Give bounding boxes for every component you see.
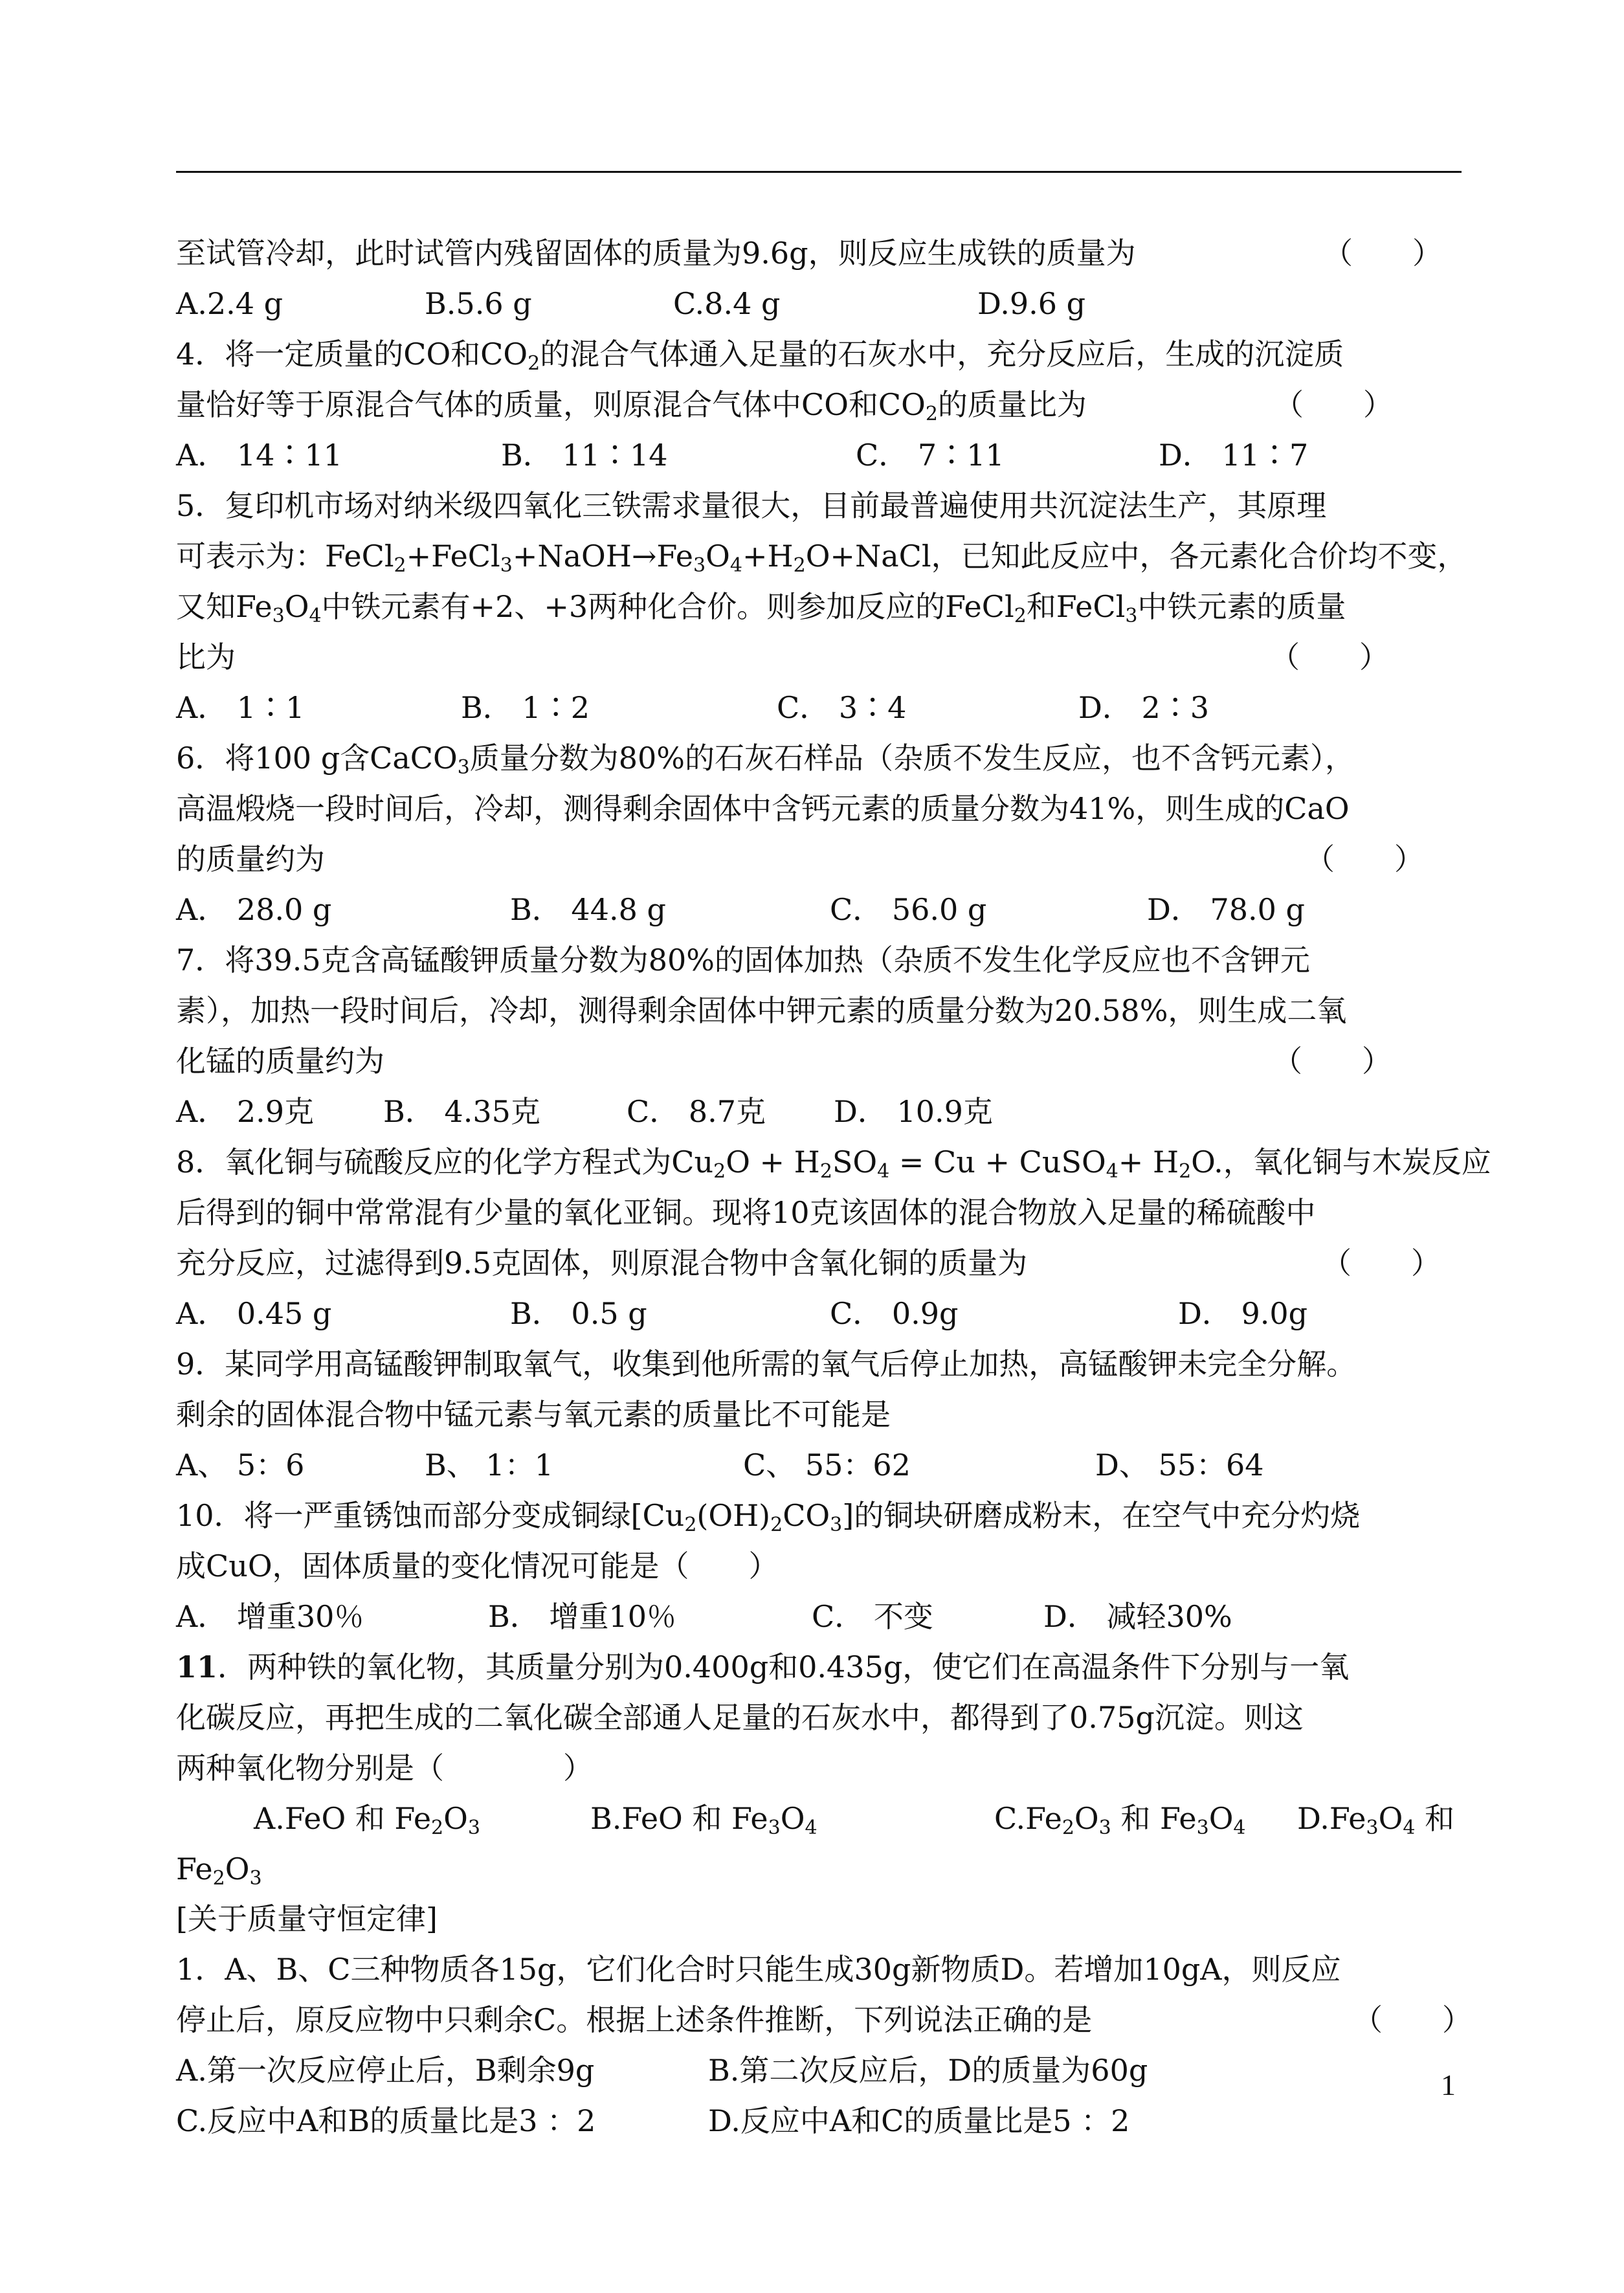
q4-text: 量恰好等于原混合气体的质量，则原混合气体中CO和CO bbox=[176, 387, 926, 422]
q6-text: 的质量约为 bbox=[176, 842, 325, 877]
subscript: 3 bbox=[1366, 1817, 1379, 1839]
q4-option-a: A． 14∶11 bbox=[176, 438, 342, 473]
s1-option-b: B.第二次反应后，D的质量为60g bbox=[708, 2053, 1148, 2088]
q7-answer-paren: （ ） bbox=[1273, 1044, 1392, 1079]
q9-text: 剩余的固体混合物中锰元素与氧元素的质量比不可能是 bbox=[176, 1397, 891, 1432]
subscript: 2 bbox=[684, 1514, 697, 1536]
section-heading bbox=[176, 1894, 1464, 1944]
subscript: 3 bbox=[467, 1817, 480, 1839]
subscript: 3 bbox=[1125, 605, 1138, 627]
q6-line-3 bbox=[176, 834, 1464, 884]
q8-option-b: B． 0.5 g bbox=[510, 1296, 647, 1331]
q4-text: 的混合气体通入足量的石灰水中，充分反应后，生成的沉淀质 bbox=[540, 337, 1344, 372]
q6-answer-paren: （ ） bbox=[1305, 842, 1424, 877]
q5-option-a: A． 1∶1 bbox=[176, 690, 305, 725]
subscript: 2 bbox=[793, 554, 806, 577]
q11-number: 11 bbox=[176, 1650, 218, 1684]
q10-line-1 bbox=[176, 1490, 1464, 1541]
q3-option-b: B.5.6 g bbox=[425, 286, 532, 321]
q6-text: 质量分数为80%的石灰石样品（杂质不发生反应，也不含钙元素）， bbox=[469, 741, 1355, 776]
s1-options-cd bbox=[176, 2096, 1464, 2146]
subscript: 4 bbox=[877, 1160, 890, 1183]
q7-options bbox=[176, 1086, 1464, 1137]
subscript: 3 bbox=[249, 1867, 262, 1890]
q11-text: 和 bbox=[1415, 1801, 1455, 1836]
q11-option-a bbox=[254, 1793, 480, 1844]
q11-line-1 bbox=[176, 1642, 1464, 1692]
q5-line-4 bbox=[176, 632, 1464, 682]
q4-option-c: C． 7∶11 bbox=[856, 438, 1005, 473]
q7-line-3 bbox=[176, 1036, 1464, 1086]
q3-stem-line bbox=[176, 228, 1464, 278]
q6-line-2 bbox=[176, 783, 1464, 834]
subscript: 4 bbox=[309, 605, 322, 627]
q5-option-b: B． 1∶2 bbox=[461, 690, 590, 725]
q11-line-2 bbox=[176, 1692, 1464, 1743]
q10-text: ]的铜块研磨成粉末，在空气中充分灼烧 bbox=[842, 1498, 1361, 1533]
q6-option-c: C． 56.0 g bbox=[830, 892, 987, 927]
q8-answer-paren: （ ） bbox=[1322, 1246, 1441, 1281]
s1-option-d: D.反应中A和C的质量比是5 ：2 bbox=[708, 2103, 1130, 2138]
q7-option-c: C． 8.7克 bbox=[627, 1094, 766, 1129]
q11-text: C.Fe bbox=[994, 1801, 1062, 1836]
subscript: 2 bbox=[394, 554, 406, 577]
q8-text: O.，氧化铜与木炭反应 bbox=[1191, 1145, 1491, 1180]
subscript: 2 bbox=[431, 1817, 444, 1839]
s1-text: 停止后，原反应物中只剩余C。根据上述条件推断，下列说法正确的是 bbox=[176, 2002, 1093, 2037]
q10-line-2 bbox=[176, 1541, 1464, 1591]
q7-option-d: D． 10.9克 bbox=[834, 1094, 993, 1129]
q8-line-2 bbox=[176, 1187, 1464, 1238]
q9-option-a: A、 5：6 bbox=[176, 1448, 305, 1482]
q11-text: O bbox=[1074, 1801, 1099, 1836]
q6-option-b: B． 44.8 g bbox=[510, 892, 666, 927]
q11-text: O bbox=[1208, 1801, 1234, 1836]
q11-text: A.FeO 和 Fe bbox=[254, 1801, 432, 1836]
q11-text: 两种氧化物分别是（ ） bbox=[176, 1751, 593, 1785]
q8-options bbox=[176, 1288, 1464, 1339]
q7-line-1 bbox=[176, 935, 1464, 985]
subscript: 4 bbox=[1106, 1160, 1118, 1183]
q6-options bbox=[176, 884, 1464, 935]
subscript: 2 bbox=[770, 1514, 783, 1536]
subscript: 3 bbox=[457, 756, 470, 779]
section-title: [关于质量守恒定律] bbox=[176, 1901, 438, 1936]
q6-text: 高温煅烧一段时间后，冷却，测得剩余固体中含钙元素的质量分数为41%，则生成的CaO bbox=[176, 791, 1350, 826]
q3-option-d: D.9.6 g bbox=[977, 286, 1086, 321]
q9-line-1 bbox=[176, 1339, 1464, 1389]
q8-option-a: A． 0.45 g bbox=[176, 1296, 332, 1331]
subscript: 3 bbox=[693, 554, 706, 577]
q5-text: O+NaCl，已知此反应中，各元素化合价均不变， bbox=[805, 539, 1467, 574]
subscript: 2 bbox=[713, 1160, 726, 1183]
q9-options bbox=[176, 1440, 1464, 1490]
q11-text: D.Fe bbox=[1297, 1801, 1366, 1836]
q4-line-1 bbox=[176, 329, 1464, 379]
q9-option-c: C、 55：62 bbox=[743, 1448, 911, 1482]
worksheet-page bbox=[176, 228, 1491, 2146]
q11-option-b bbox=[590, 1793, 818, 1844]
q5-text: 中铁元素的质量 bbox=[1137, 589, 1346, 624]
q7-line-2 bbox=[176, 985, 1464, 1036]
q5-option-d: D． 2∶3 bbox=[1078, 690, 1210, 725]
q5-text: 中铁元素有+2、+3两种化合价。则参加反应的FeCl bbox=[321, 589, 1014, 624]
q3-answer-paren: （ ） bbox=[1323, 236, 1442, 271]
subscript: 2 bbox=[1014, 605, 1027, 627]
q6-line-1 bbox=[176, 733, 1464, 783]
q5-line-2 bbox=[176, 531, 1467, 581]
s1-answer-paren: （ ） bbox=[1353, 2002, 1472, 2037]
q5-text: 和FeCl bbox=[1026, 589, 1126, 624]
q11-option-c bbox=[994, 1793, 1246, 1844]
subscript: 2 bbox=[212, 1867, 225, 1890]
q11-text: O bbox=[443, 1801, 468, 1836]
q4-line-2 bbox=[176, 379, 1464, 430]
q8-text: SO bbox=[832, 1145, 878, 1180]
subscript: 4 bbox=[1233, 1817, 1246, 1839]
q8-line-3 bbox=[176, 1238, 1464, 1288]
q10-text: 成CuO，固体质量的变化情况可能是（ ） bbox=[176, 1549, 779, 1583]
q3-stem-text: 至试管冷却，此时试管内残留固体的质量为9.6g，则反应生成铁的质量为 bbox=[176, 236, 1136, 271]
q11-option-wrap bbox=[176, 1844, 1464, 1894]
q3-option-a: A.2.4 g bbox=[176, 286, 284, 321]
q10-options bbox=[176, 1591, 1464, 1642]
subscript: 2 bbox=[1062, 1817, 1074, 1839]
q10-text: (OH) bbox=[696, 1498, 771, 1533]
q5-options bbox=[176, 682, 1464, 733]
s1-text: 1．A、B、C三种物质各15g，它们化合时只能生成30g新物质D。若增加10gA，则反应 bbox=[176, 1952, 1341, 1987]
q11-line-3 bbox=[176, 1743, 1464, 1793]
q4-option-d: D． 11∶7 bbox=[1159, 438, 1309, 473]
q6-text: 6．将100 g含CaCO bbox=[176, 741, 458, 776]
q11-text: ．两种铁的氧化物，其质量分别为0.400g和0.435g，使它们在高温条件下分别与一氧 bbox=[217, 1650, 1350, 1684]
q8-line-1 bbox=[176, 1137, 1491, 1187]
q5-text: O bbox=[284, 589, 309, 624]
subscript: 3 bbox=[1098, 1817, 1111, 1839]
subscript: 3 bbox=[272, 605, 285, 627]
s1-line-2 bbox=[176, 1995, 1472, 2045]
q8-text: = Cu + CuSO bbox=[889, 1145, 1106, 1180]
q5-text: 比为 bbox=[176, 640, 236, 675]
q7-option-b: B． 4.35克 bbox=[383, 1094, 540, 1129]
subscript: 4 bbox=[1403, 1817, 1416, 1839]
q7-option-a: A． 2.9克 bbox=[176, 1094, 314, 1129]
subscript: 3 bbox=[830, 1514, 843, 1536]
q4-option-b: B． 11∶14 bbox=[501, 438, 668, 473]
q5-text: +FeCl bbox=[406, 539, 500, 574]
q11-text: B.FeO 和 Fe bbox=[590, 1801, 768, 1836]
s1-line-1 bbox=[176, 1944, 1464, 1995]
q6-option-a: A． 28.0 g bbox=[176, 892, 332, 927]
q4-options bbox=[176, 430, 1464, 480]
q4-text: 的质量比为 bbox=[937, 387, 1087, 422]
subscript: 2 bbox=[925, 403, 938, 425]
subscript: 2 bbox=[528, 352, 540, 375]
q10-text: 10．将一严重锈蚀而部分变成铜绿[Cu bbox=[176, 1498, 685, 1533]
q5-option-c: C． 3∶4 bbox=[777, 690, 907, 725]
q8-option-d: D． 9.0g bbox=[1178, 1296, 1308, 1331]
subscript: 3 bbox=[500, 554, 513, 577]
q10-option-a: A． 增重30％ bbox=[176, 1599, 364, 1634]
q5-text: 又知Fe bbox=[176, 589, 273, 624]
q9-text: 9．某同学用高锰酸钾制取氧气，收集到他所需的氧气后停止加热，高锰酸钾未完全分解。 bbox=[176, 1347, 1357, 1381]
q11-text: O bbox=[1378, 1801, 1403, 1836]
q11-text: Fe bbox=[176, 1851, 213, 1886]
subscript: 3 bbox=[768, 1817, 781, 1839]
q6-option-d: D． 78.0 g bbox=[1147, 892, 1305, 927]
q9-option-b: B、 1：1 bbox=[425, 1448, 553, 1482]
q5-line-3 bbox=[176, 581, 1464, 632]
q7-text: 素），加热一段时间后，冷却，测得剩余固体中钾元素的质量分数为20.58%，则生成二氧 bbox=[176, 993, 1347, 1028]
s1-option-a: A.第一次反应停止后，B剩余9g bbox=[176, 2053, 595, 2088]
q4-text: 4．将一定质量的CO和CO bbox=[176, 337, 528, 372]
q7-text: 化锰的质量约为 bbox=[176, 1044, 384, 1079]
subscript: 2 bbox=[819, 1160, 832, 1183]
q11-options bbox=[176, 1793, 1464, 1844]
q5-text: 可表示为：FeCl bbox=[176, 539, 394, 574]
q9-line-2 bbox=[176, 1389, 1464, 1440]
q8-text: 充分反应，过滤得到9.5克固体，则原混合物中含氧化铜的质量为 bbox=[176, 1246, 1028, 1281]
subscript: 3 bbox=[1196, 1817, 1209, 1839]
q8-option-c: C． 0.9g bbox=[830, 1296, 959, 1331]
subscript: 4 bbox=[805, 1817, 818, 1839]
q10-text: CO bbox=[783, 1498, 830, 1533]
q5-answer-paren: （ ） bbox=[1270, 640, 1389, 675]
q5-text: +NaOH→Fe bbox=[512, 539, 694, 574]
s1-option-c: C.反应中A和B的质量比是3 ：2 bbox=[176, 2103, 596, 2138]
q9-option-d: D、 55：64 bbox=[1095, 1448, 1264, 1482]
q5-text: O bbox=[706, 539, 730, 574]
subscript: 2 bbox=[1179, 1160, 1192, 1183]
q8-text: 后得到的铜中常常混有少量的氧化亚铜。现将10克该固体的混合物放入足量的稀硫酸中 bbox=[176, 1195, 1316, 1230]
q5-line-1 bbox=[176, 480, 1464, 531]
subscript: 4 bbox=[729, 554, 742, 577]
q3-option-c: C.8.4 g bbox=[673, 286, 781, 321]
q11-option-d bbox=[1297, 1793, 1454, 1844]
q8-text: + H bbox=[1118, 1145, 1179, 1180]
q10-option-b: B． 增重10％ bbox=[488, 1599, 676, 1634]
s1-options-ab bbox=[176, 2045, 1464, 2096]
q11-text: O bbox=[225, 1851, 250, 1886]
header-rule bbox=[176, 171, 1462, 173]
q11-text: 和 Fe bbox=[1111, 1801, 1197, 1836]
q8-text: 8．氧化铜与硫酸反应的化学方程式为Cu bbox=[176, 1145, 714, 1180]
q10-option-c: C． 不变 bbox=[812, 1599, 933, 1634]
page-number: 1 bbox=[1441, 2068, 1456, 2101]
q7-text: 7．将39.5克含高锰酸钾质量分数为80%的固体加热（杂质不发生化学反应也不含钾元 bbox=[176, 943, 1310, 978]
q11-text: O bbox=[780, 1801, 805, 1836]
q11-text: 化碳反应，再把生成的二氧化碳全部通人足量的石灰水中，都得到了0.75g沉淀。则这 bbox=[176, 1700, 1304, 1735]
q10-option-d: D． 减轻30% bbox=[1043, 1599, 1232, 1634]
q3-options bbox=[176, 278, 1464, 329]
q8-text: O + H bbox=[726, 1145, 820, 1180]
q5-text: 5．复印机市场对纳米级四氧化三铁需求量很大，目前最普遍使用共沉淀法生产，其原理 bbox=[176, 488, 1327, 523]
q4-answer-paren: （ ） bbox=[1274, 387, 1393, 422]
q5-text: +H bbox=[742, 539, 794, 574]
